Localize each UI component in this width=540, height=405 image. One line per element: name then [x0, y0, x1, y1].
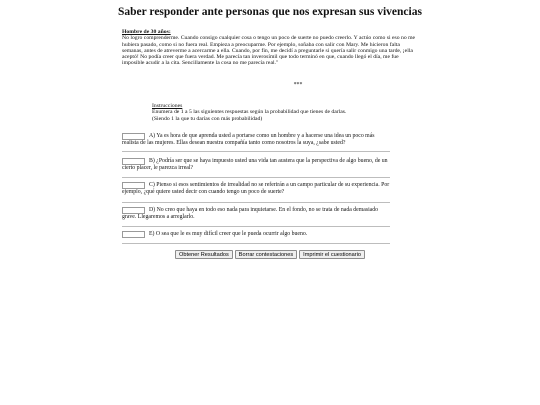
clear-answers-button[interactable]: Borrar contestaciones — [235, 250, 297, 259]
question-text-a: A) Ya es hora de que aprenda usted a portarse como un hombre y a hacerse una idea un poco más realista de las mujeres. Ellas desean nuestra compañía tanto como nosotros la suya, ¿sabe usted? — [122, 133, 375, 146]
separator-stars: *** — [293, 82, 303, 88]
divider — [122, 226, 390, 227]
answer-input-e[interactable] — [122, 231, 145, 238]
get-results-button[interactable]: Obtener Resultados — [175, 250, 233, 259]
instructions-line-2: (Siendo 1 la que tu darías con más probabilidad) — [152, 115, 263, 122]
question-row-b — [122, 158, 390, 171]
print-questionnaire-button[interactable]: Imprimir el cuestionario — [299, 250, 365, 259]
story-text: No logro comprenderme. Cuando consigo cualquier cosa o tengo un poco de suerte no puedo creerlo. Y actúo como si eso no me hubiera pasado, como si no fuera real. Empieza a preocuparme. Por ejemplo, soñaba con salir con Mary. Me hicieron falta semanas, antes de atreverme a acercarme a ella. Cuando, por fin, me decidí a preguntarle si quería salir conmigo una tarde, ¡ella aceptó! No podía creer que fuera verdad. Me parecía tan inverosímil que todo terminó en que, cuando llegó el día, me fue imposible acudir a la cita. Sencillamente la cosa no me parecía real." — [122, 35, 416, 67]
story-heading: Hombre de 30 años: — [122, 29, 171, 35]
button-bar — [0, 250, 540, 259]
question-text-c: C) Pienso si esos sentimientos de irrealidad no se referirán a un campo particular de su experiencia. Por ejemplo, ¿qué quiere usted decir con cuando tengo un poco de suerte? — [122, 182, 390, 195]
answer-input-d[interactable] — [122, 207, 145, 214]
question-row-c — [122, 182, 390, 195]
answer-input-b[interactable] — [122, 158, 145, 165]
question-text-e: E) O sea que le es muy difícil creer que le pueda ocurrir algo bueno. — [149, 231, 308, 237]
question-row-a — [122, 133, 390, 146]
page-title: Saber responder ante personas que nos expresan sus vivencias — [118, 6, 422, 18]
question-text-b: B) ¿Podría ser que se haya impuesto usted una vida tan austera que la perspectiva de algo bueno, de un cierto placer, le parezca irreal? — [122, 158, 388, 171]
divider — [122, 202, 390, 203]
divider — [122, 243, 390, 244]
answer-input-c[interactable] — [122, 182, 145, 189]
instructions-block — [152, 103, 422, 122]
question-row-e — [122, 231, 390, 238]
instructions-heading: Instrucciones — [152, 103, 183, 109]
instructions-line-1: Enumera de 1 a 5 las siguientes respuestas según la probabilidad que tienes de darlas. — [152, 109, 347, 116]
story-block — [122, 29, 420, 67]
question-text-d: D) No creo que haya en todo eso nada para inquietarse. En el fondo, no se trata de nada demasiado grave. Llegaremos a arreglarlo. — [122, 207, 379, 220]
divider — [122, 177, 390, 178]
question-row-d — [122, 207, 390, 220]
divider — [122, 151, 390, 152]
answer-input-a[interactable] — [122, 133, 145, 140]
